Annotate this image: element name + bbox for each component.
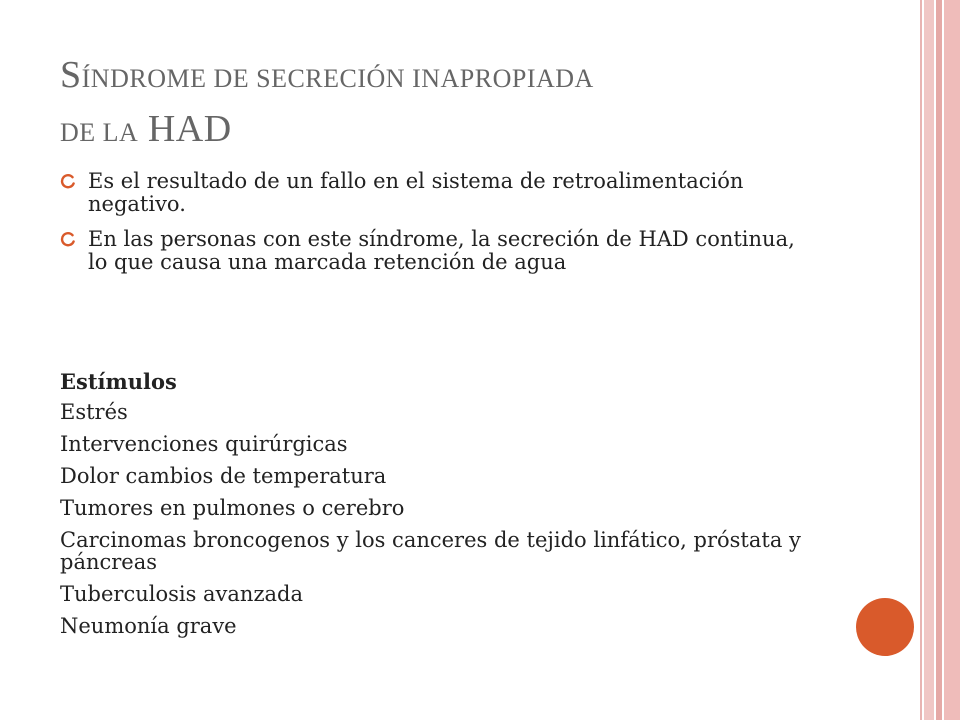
slide-title <box>60 50 860 158</box>
bullet-icon <box>60 173 76 189</box>
stimuli-section <box>60 366 850 647</box>
bullet-item <box>60 170 820 216</box>
stripe <box>924 0 934 720</box>
stimuli-item: Tuberculosis avanzada <box>60 582 304 606</box>
bullet-item <box>60 228 820 274</box>
title-line2-suffix: HAD <box>147 108 232 150</box>
stimuli-item: Neumonía grave <box>60 614 237 638</box>
decorative-stripes <box>920 0 960 720</box>
bullet-list <box>60 170 820 286</box>
bullet-text: Es el resultado de un fallo en el sistema de retroalimentación negativo. <box>88 169 744 216</box>
title-line1: ÍNDROME DE SECRECIÓN INAPROPIADA <box>81 64 594 93</box>
stimuli-item: Estrés <box>60 400 128 424</box>
stimuli-item: Dolor cambios de temperatura <box>60 464 387 488</box>
stimuli-item: Tumores en pulmones o cerebro <box>60 496 405 520</box>
stripe <box>944 0 960 720</box>
stimuli-item: Intervenciones quirúrgicas <box>60 432 348 456</box>
bullet-icon <box>60 231 76 247</box>
bullet-text: En las personas con este síndrome, la secreción de HAD continua, lo que causa una marcada retención de agua <box>88 227 795 274</box>
stripe <box>936 0 942 720</box>
decorative-circle <box>856 598 914 656</box>
stimuli-item: Carcinomas broncogenos y los canceres de tejido linfático, próstata y páncreas <box>60 528 801 574</box>
title-line2-prefix: DE LA <box>60 118 139 147</box>
stripe <box>920 0 922 720</box>
stimuli-heading: Estímulos <box>60 369 177 394</box>
title-first-letter: S <box>60 54 82 96</box>
